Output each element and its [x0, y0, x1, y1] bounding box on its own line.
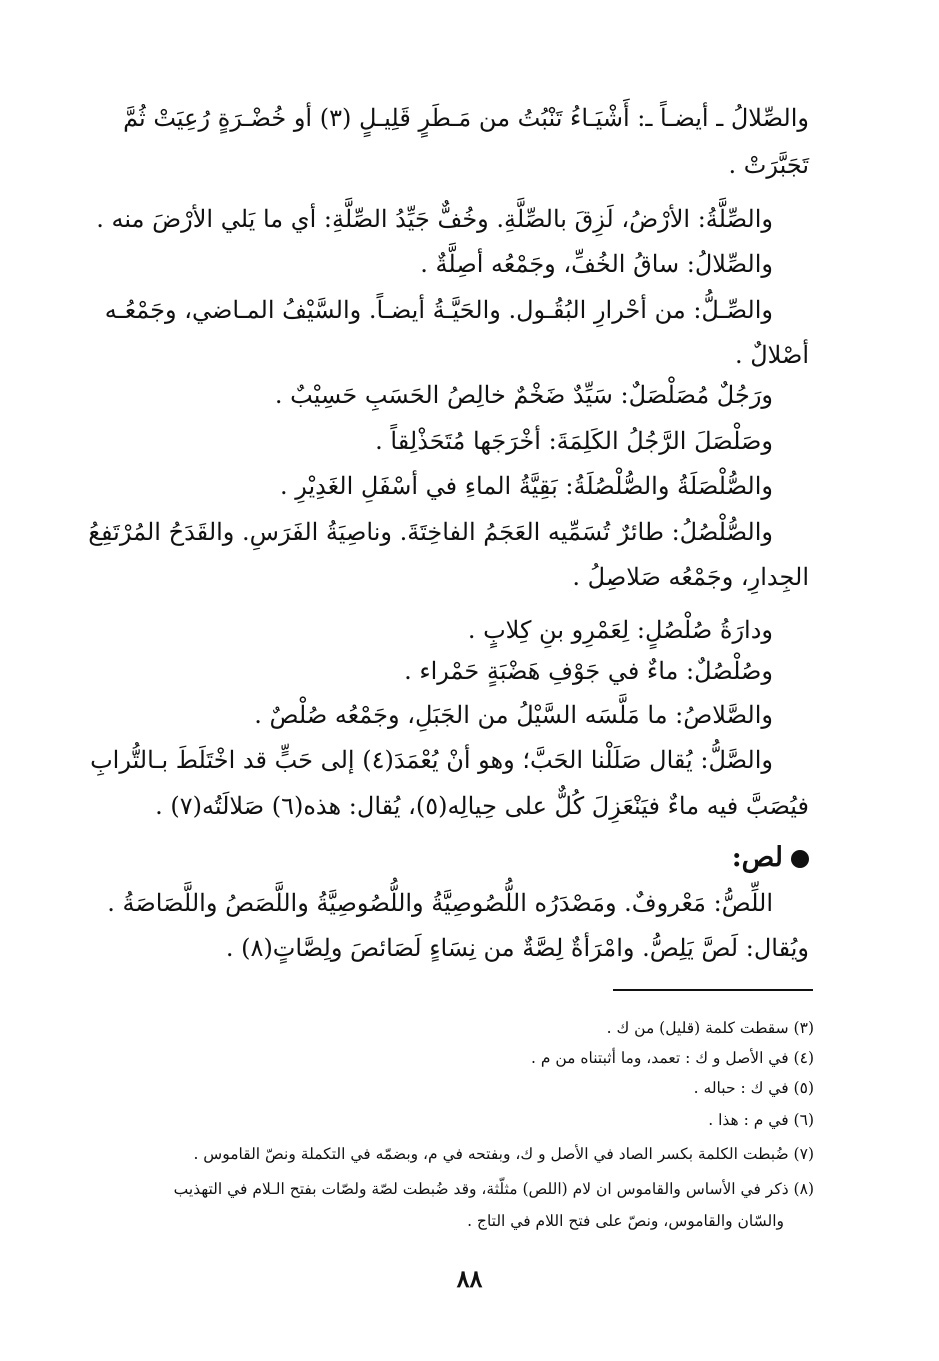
entry-heading-text: لص: [731, 842, 783, 873]
body-line-3: والصِّلَّةُ: الأرْضُ، لَزِقَ بالصِّلَّةِ. وخُفٌّ جَيِّدُ الصِّلَّةِ: أي ما يَلي الأرْضَ منه . [96, 205, 773, 233]
footnote-8: (٨) ذكر في الأساس والقاموس ان لام (اللص) مثلّثة، وقد ضُبطت لصّة ولصّات بفتح الـلام في التهذيب [173, 1180, 814, 1198]
body-line-15: والصَّلُّ: يُقال صَلَلْنا الحَبَّ؛ وهو أنْ يُعْمَدَ(٤) إلى حَبٍّ قد اخْتَلَطَ بـالتُّرابِ [90, 746, 773, 774]
footnote-3: (٣) سقطت كلمة (قليل) من ك . [606, 1019, 814, 1037]
body-line-8: وصَلْصَلَ الرَّجُلُ الكَلِمَةَ: أخْرَجَها مُتَحَذْلِقاً . [375, 427, 773, 455]
page-number: ٨٨ [456, 1264, 483, 1293]
footnote-4: (٤) في الأصل و ك : تعمد، وما أثبتناه من م . [530, 1049, 814, 1067]
bullet-icon [791, 850, 809, 868]
entry-line-1: اللِّصُّ: مَعْروفٌ. ومَصْدَرُه اللُّصُوصِيَّةُ واللُّصُوصِيَّةُ واللَّصَصُ واللَّصَاصَةُ . [107, 889, 773, 917]
body-line-1: والصِّلالُ ـ أيضـاً ـ: أَشْيَـاءُ تَنْبُتُ من مَـطَرٍ قَلِيـلٍ (٣) أو خُضْـرَةٍ رُعِيَتْ ثُمَّ [123, 104, 809, 132]
footnote-separator [613, 989, 813, 991]
body-line-10: والصُّلْصُلُ: طائرٌ تُسَمِّيه العَجَمُ الفاخِتَةَ. وناصِيَةُ الفَرَسِ. والقَدَحُ المُرْتَفِعُ [88, 518, 773, 546]
entry-line-2: ويُقال: لَصَّ يَلِصُّ. وامْرَأةٌ لِصَّةٌ من نِسَاءٍ لَصَائصَ ولِصَّاتٍ(٨) . [225, 934, 809, 962]
footnote-7: (٧) ضُبطت الكلمة بكسر الصاد في الأصل و ك، وبفتحه في م، وبضمّه في التكملة ونصّ القاموس . [193, 1145, 814, 1163]
body-line-5: والصِّـلُّ: من أحْرارِ البُقُـول. والحَيَّـةُ أيضـاً. والسَّيْفُ المـاضي، وجَمْعُـه [104, 296, 773, 324]
body-line-16: فيُصَبَّ فيه ماءٌ فيَنْعَزِلَ كُلٌّ على حِيالِه(٥)، يُقال: هذه(٦) صَلالَتُه(٧) . [155, 792, 809, 820]
footnote-6: (٦) في م : هذا . [708, 1111, 814, 1129]
body-line-4: والصِّلالُ: ساقُ الخُفِّ، وجَمْعُه أصِلَّةٌ . [420, 250, 773, 278]
body-line-9: والصُّلْصَلَةُ والصُّلْصُلَةُ: بَقِيَّةُ الماءِ في أسْفَلِ الغَدِيْرِ . [279, 472, 773, 500]
body-line-11: الجِدارِ، وجَمْعُه صَلاصِلُ . [572, 563, 809, 591]
body-line-2: تَجَبَّرَتْ . [728, 151, 809, 179]
body-line-14: والصَّلاصُ: ما مَلَّسَه السَّيْلُ من الجَبَلِ، وجَمْعُه صُلْصٌ . [254, 701, 773, 729]
body-line-12: ودارَةُ صُلْصُلٍ: لِعَمْرِو بنِ كِلابٍ . [467, 616, 773, 644]
body-line-6: أصْلالٌ . [734, 341, 809, 369]
footnote-8-continuation: والسّان والقاموس، ونصّ على فتح اللام في التاج . [467, 1212, 784, 1230]
footnote-5: (٥) في ك : حباله . [693, 1079, 814, 1097]
body-line-7: ورَجُلٌ مُصَلْصَلٌ: سَيِّدٌ ضَخْمٌ خالِصُ الحَسَبِ حَسِيْبٌ . [274, 381, 773, 409]
body-line-13: وصُلْصُلٌ: ماءٌ في جَوْفِ هَضْبَةٍ حَمْراء . [404, 657, 773, 685]
entry-heading [129, 838, 809, 878]
